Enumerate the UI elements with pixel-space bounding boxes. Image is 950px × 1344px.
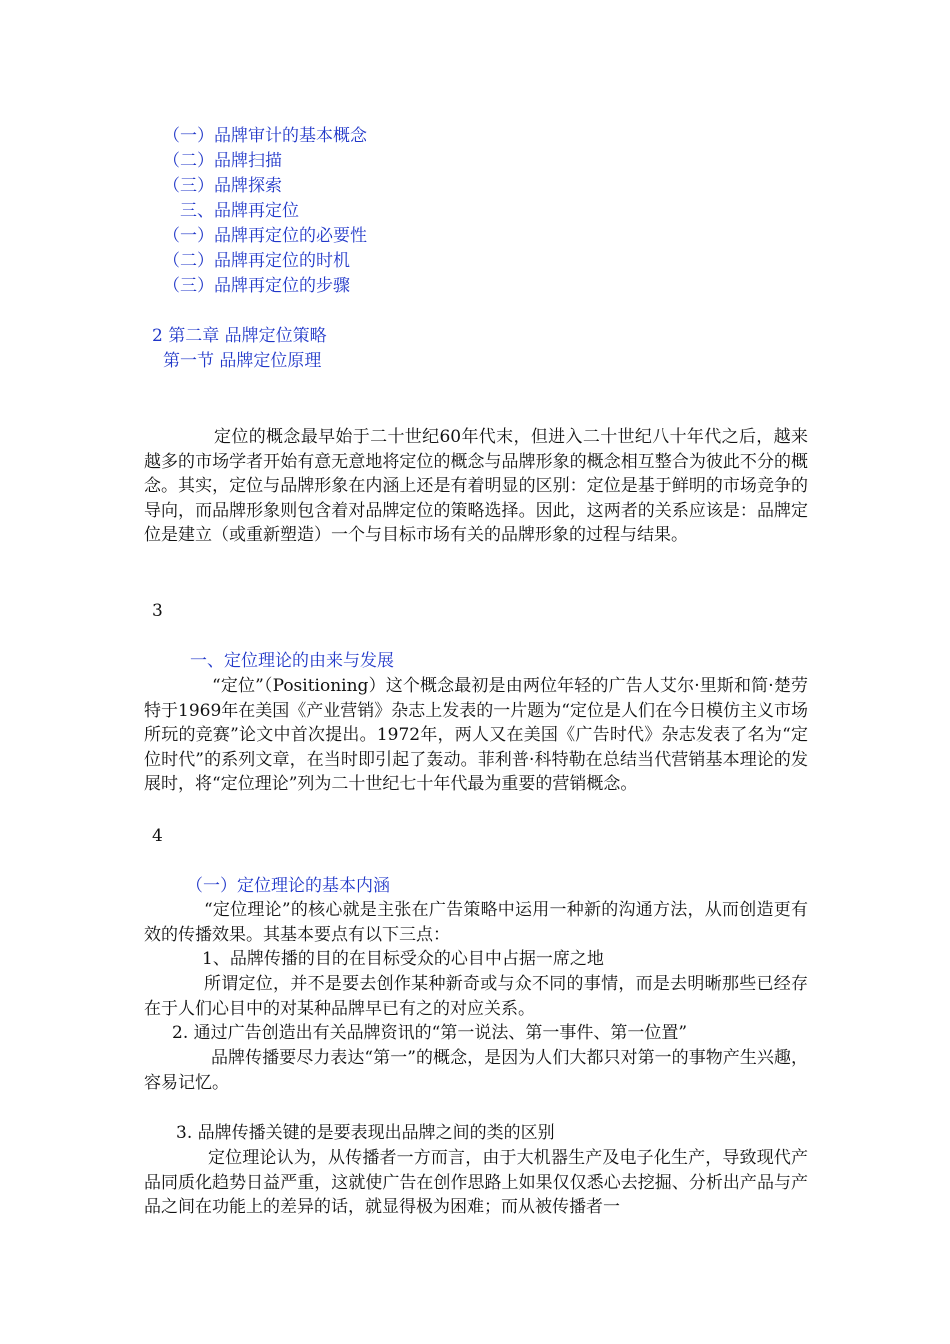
point-text: 定位理论认为，从传播者一方而言，由于大机器生产及电子化生产，导致现代产品同质化趋势日益严重，这就使广告在创作思路上如果仅仅悉心去挖掘、分析出产品与产品之间在功能上的差异的话，就显得极为困难；而从被传播者一 (144, 1148, 808, 1217)
origin-paragraph: “定位”（Positioning）这个概念最初是由两位年轻的广告人艾尔·里斯和简·楚劳特于1969年在美国《产业营销》杂志上发表的一片题为“定位是人们在今日模仿主义市场所玩的竞赛”论文中首次提出。1972年，两人又在美国《广告时代》杂志发表了名为“定位时代”的系列文章，在当时即引起了轰动。菲利普·科特勒在总结当代营销基本理论的发展时，将“定位理论”列为二十世纪七十年代最为重要的营销概念。 (144, 676, 808, 794)
point-text: 品牌传播要尽力表达“第一”的概念，是因为人们大都只对第一的事物产生兴趣，容易记忆。 (144, 1048, 808, 1093)
intro-paragraph: 定位的概念最早始于二十世纪60年代末，但进入二十世纪八十年代之后，越来越多的市场学者开始有意无意地将定位的概念与品牌形象的概念相互整合为彼此不分的概念。其实，定位与品牌形象在内涵上还是有着明显的区别：定位是基于鲜明的市场竞争的导向，而品牌形象则包含着对品牌定位的策略选择。因此，这两者的关系应该是：品牌定位是建立（或重新塑造）一个与目标市场有关的品牌形象的过程与结果。 (144, 427, 808, 545)
section-title[interactable]: 第一节 品牌定位原理 (163, 351, 322, 371)
toc-item[interactable]: （一）品牌审计的基本概念 (163, 126, 367, 146)
point-text: 所谓定位，并不是要去创作某种新奇或与众不同的事情，而是去明晰那些已经存在于人们心目中的对某种品牌早已有之的对应关系。 (144, 974, 808, 1019)
toc-item[interactable]: 三、品牌再定位 (180, 201, 299, 221)
toc-item[interactable]: （一）品牌再定位的必要性 (163, 226, 367, 246)
point-heading: 2. 通过广告创造出有关品牌资讯的“第一说法、第一事件、第一位置” (172, 1023, 688, 1043)
chapter-title[interactable]: 2 第二章 品牌定位策略 (152, 326, 327, 346)
section-heading[interactable]: 一、定位理论的由来与发展 (190, 651, 394, 671)
toc-item[interactable]: （二）品牌再定位的时机 (163, 251, 350, 271)
page-marker: 4 (152, 826, 163, 846)
page-marker: 3 (152, 601, 163, 621)
core-paragraph: “定位理论”的核心就是主张在广告策略中运用一种新的沟通方法，从而创造更有效的传播效果。其基本要点有以下三点： (144, 900, 808, 945)
subsection-heading[interactable]: （一）定位理论的基本内涵 (186, 876, 390, 896)
toc-item[interactable]: （二）品牌扫描 (163, 151, 282, 171)
point-heading: 1、品牌传播的目的在目标受众的心目中占据一席之地 (202, 949, 604, 969)
toc-item[interactable]: （三）品牌再定位的步骤 (163, 276, 350, 296)
point-heading: 3. 品牌传播关键的是要表现出品牌之间的类的区别 (176, 1123, 555, 1143)
toc-item[interactable]: （三）品牌探索 (163, 176, 282, 196)
